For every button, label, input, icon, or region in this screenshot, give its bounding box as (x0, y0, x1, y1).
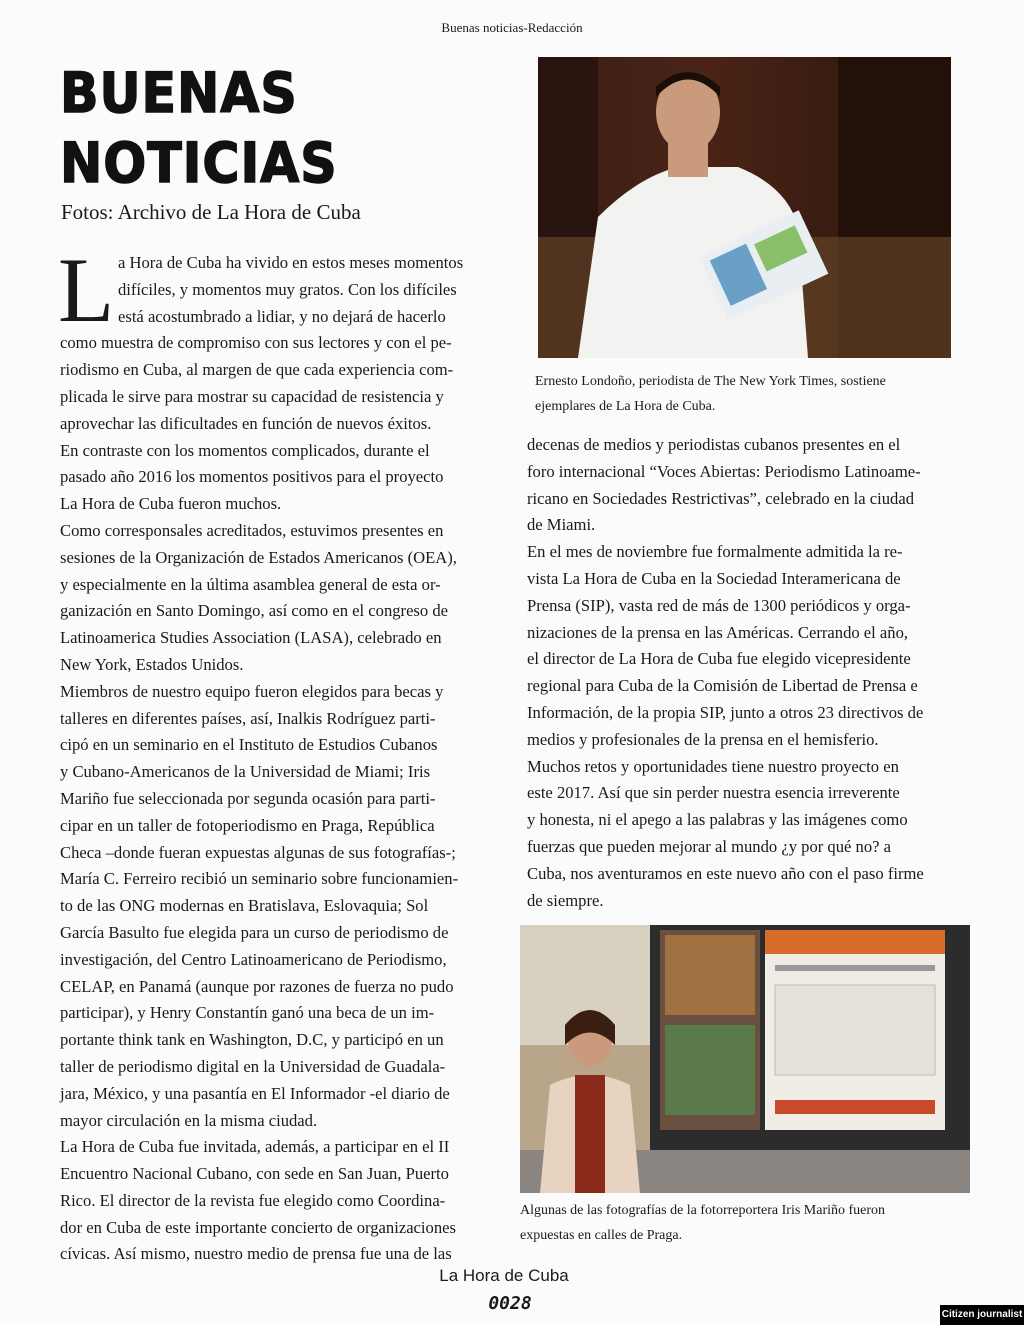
text-line: y Cubano-Americanos de la Universidad de Miami; Iris (60, 762, 431, 782)
text-line: Encuentro Nacional Cubano, con sede en San Juan, Puerto (60, 1164, 449, 1184)
text-line: mayor circulación en la misma ciudad. (60, 1110, 318, 1130)
text-line: a Hora de Cuba ha vivido en estos meses momentos (118, 253, 464, 272)
text-line: difíciles, y momentos muy gratos. Con los difíciles (118, 279, 457, 299)
citizen-journalist-badge: Citizen journalist (940, 1305, 1024, 1325)
photo-journalist-holding-magazine (538, 57, 951, 358)
article-title (60, 58, 338, 198)
text-line: cívicas. Así mismo, nuestro medio de prensa fue una de las (60, 1244, 452, 1264)
text-line: de siempre. (527, 890, 604, 910)
text-line: Checa –donde fueran expuestas algunas de sus fotografías-; (60, 842, 456, 862)
text-line: ganización en Santo Domingo, así como en el congreso de (60, 601, 449, 621)
text-line: investigación, del Centro Latinoamericano de Periodismo, (60, 949, 447, 969)
text-line: riodismo en Cuba, al margen de que cada experiencia com- (60, 360, 454, 380)
text-line: jara, México, y una pasantía en El Informador -el diario de (60, 1083, 450, 1103)
text-line: decenas de medios y periodistas cubanos presentes en el (527, 435, 901, 454)
text-line: Como corresponsales acreditados, estuvimos presentes en (60, 520, 444, 540)
text-line: y especialmente en la última asamblea general de esta or- (60, 574, 441, 594)
right-column-text (527, 432, 977, 914)
photo-street-exhibition (520, 925, 970, 1193)
text-line: Mariño fue seleccionada por segunda ocasión para parti- (60, 788, 436, 808)
text-line: talleres en diferentes países, así, Inalkis Rodríguez parti- (60, 708, 436, 728)
text-line: regional para Cuba de la Comisión de Libertad de Prensa e (527, 676, 918, 696)
text-line: Miembros de nuestro equipo fueron elegidos para becas y (60, 681, 444, 701)
text-line: pasado año 2016 los momentos positivos para el proyecto (60, 467, 444, 487)
text-line: Prensa (SIP), vasta red de más de 1300 periódicos y orga- (527, 595, 911, 615)
running-head: Buenas noticias-Redacción (441, 20, 583, 35)
text-line: portante think tank en Washington, D.C, y participó en un (60, 1030, 444, 1050)
text-line: aprovechar las dificultades en función de nuevos éxitos. (60, 413, 432, 433)
photo-credit: Fotos: Archivo de La Hora de Cuba (61, 200, 361, 224)
caption-line: ejemplares de La Hora de Cuba. (535, 399, 716, 414)
text-line: La Hora de Cuba fue invitada, además, a participar en el II (60, 1137, 450, 1157)
text-line: cipó en un seminario en el Instituto de Estudios Cubanos (60, 735, 438, 755)
photo1-caption (535, 369, 886, 419)
text-line: Rico. El director de la revista fue elegido como Coordina- (60, 1190, 446, 1210)
text-line: está acostumbrado a lidiar, y no dejará de hacerlo (118, 306, 446, 326)
text-line: sesiones de la Organización de Estados Americanos (OEA), (60, 547, 457, 567)
text-line: vista La Hora de Cuba en la Sociedad Interamericana de (527, 568, 901, 588)
text-line: ricano en Sociedades Restrictivas”, celebrado en la ciudad (527, 488, 915, 508)
text-line: de Miami. (527, 515, 596, 535)
text-line: medios y profesionales de la prensa en el hemisferio. (527, 729, 879, 749)
text-line: taller de periodismo digital en la Universidad de Guadala- (60, 1056, 446, 1076)
text-line: En el mes de noviembre fue formalmente admitida la re- (527, 542, 903, 562)
text-line: plicada le sirve para mostrar su capacidad de resistencia y (60, 386, 444, 406)
caption-line: expuestas en calles de Praga. (520, 1228, 683, 1243)
magazine-name-footer: La Hora de Cuba (439, 1266, 569, 1285)
text-line: nizaciones de la prensa en las Américas. Cerrando el año, (527, 622, 909, 642)
title-line: NOTICIAS (60, 131, 338, 195)
text-line: En contraste con los momentos complicados, durante el (60, 440, 430, 460)
text-line: este 2017. Así que sin perder nuestra esencia irreverente (527, 783, 900, 803)
text-line: to de las ONG modernas en Bratislava, Eslovaquia; Sol (60, 896, 429, 916)
text-line: el director de La Hora de Cuba fue elegido vicepresidente (527, 649, 911, 669)
text-line: La Hora de Cuba fueron muchos. (60, 494, 282, 514)
text-line: García Basulto fue elegida para un curso de periodismo de (60, 922, 449, 942)
text-line: María C. Ferreiro recibió un seminario sobre funcionamien- (60, 869, 459, 889)
page-number: 0028 (488, 1293, 532, 1314)
text-line: Cuba, nos aventuramos en este nuevo año con el paso firme (527, 863, 924, 883)
text-line: foro internacional “Voces Abiertas: Periodismo Latinoame- (527, 461, 921, 481)
text-line: Muchos retos y oportunidades tiene nuestro proyecto en (527, 756, 899, 776)
caption-line: Algunas de las fotografías de la fotorreportera Iris Mariño fueron (520, 1203, 886, 1218)
text-line: como muestra de compromiso con sus lectores y con el pe- (60, 333, 452, 353)
text-line: cipar en un taller de fotoperiodismo en Praga, República (60, 815, 435, 835)
text-line: fuerzas que pueden mejorar al mundo ¿y por qué no? a (527, 836, 891, 856)
text-line: y honesta, ni el apego a las palabras y las imágenes como (527, 810, 908, 830)
left-column-text (58, 239, 510, 1268)
text-line: dor en Cuba de este importante concierto de organizaciones (60, 1217, 456, 1237)
text-line: New York, Estados Unidos. (60, 654, 244, 674)
photo2-caption (520, 1198, 885, 1248)
text-line: CELAP, en Panamá (aunque por razones de fuerza no pudo (60, 976, 454, 996)
title-line: BUENAS (60, 61, 298, 125)
text-line: Información, de la propia SIP, junto a otros 23 directivos de (527, 702, 924, 722)
text-line: Latinoamerica Studies Association (LASA), celebrado en (60, 628, 442, 648)
caption-line: Ernesto Londoño, periodista de The New York Times, sostiene (535, 374, 886, 389)
text-line: participar), y Henry Constantín ganó una beca de un im- (60, 1003, 435, 1023)
drop-cap: L (58, 239, 115, 341)
